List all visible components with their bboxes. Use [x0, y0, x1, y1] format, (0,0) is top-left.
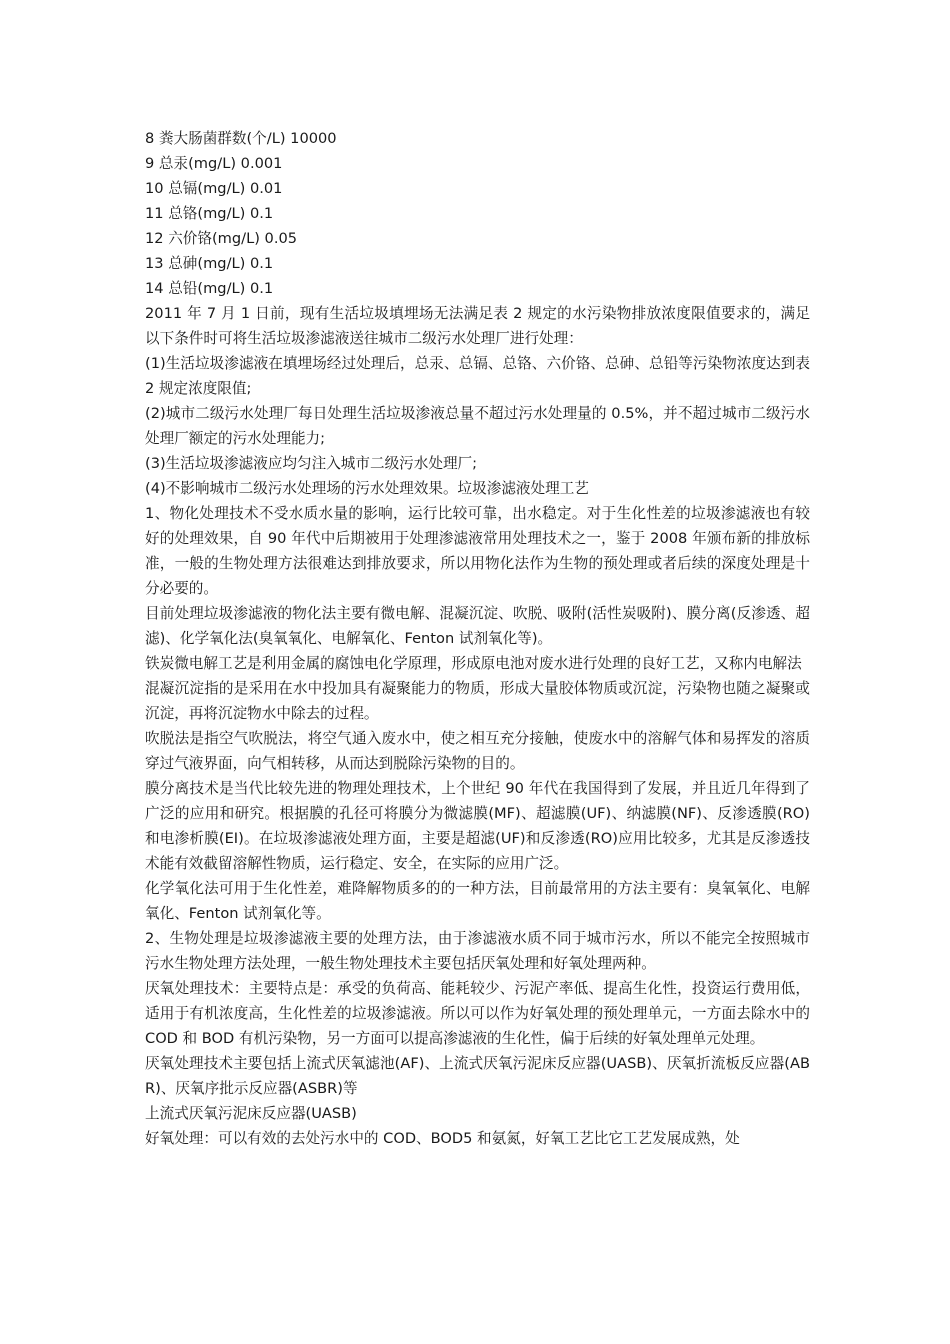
paragraph-anaerobic-types: 厌氧处理技术主要包括上流式厌氧滤池(AF)、上流式厌氧污泥床反应器(UASB)、厌氧折流板反应器(ABR)、厌氧序批示反应器(ASBR)等	[145, 1055, 810, 1097]
paragraph-condition-1: (1)生活垃圾渗滤液在填埋场经过处理后，总汞、总镉、总铬、六价铬、总砷、总铅等污染物浓度达到表 2 规定浓度限值;	[145, 355, 810, 397]
paragraph-chemical-oxidation: 化学氧化法可用于生化性差，难降解物质多的的一种方法，目前最常用的方法主要有：臭氧氧化、电解氧化、Fenton 试剂氧化等。	[145, 880, 810, 922]
standard-line-chromium: 11 总铬(mg/L) 0.1	[145, 205, 274, 222]
paragraph-condition-4: (4)不影响城市二级污水处理场的污水处理效果。垃圾渗滤液处理工艺	[145, 480, 589, 497]
paragraph-coagulation: 混凝沉淀指的是采用在水中投加具有凝聚能力的物质，形成大量胶体物质或沉淀，污染物也随之凝聚或沉淀，再将沉淀物水中除去的过程。	[145, 680, 810, 722]
paragraph-physicochemical: 1、物化处理技术不受水质水量的影响，运行比较可靠，出水稳定。对于生化性差的垃圾渗滤液也有较好的处理效果，自 90 年代中后期被用于处理渗滤液常用处理技术之一，鉴于 2008 年颁布新的排放标准，一般的生物处理方法很难达到排放要求，所以用物化法作为生物的预处理或者后续的深度处理是十分必要的。	[145, 505, 810, 597]
paragraph-physicochemical-methods: 目前处理垃圾渗滤液的物化法主要有微电解、混凝沉淀、吹脱、吸附(活性炭吸附)、膜分离(反渗透、超滤)、化学氧化法(臭氧氧化、电解氧化、Fenton 试剂氧化等)。	[145, 605, 810, 647]
paragraph-aerobic: 好氧处理：可以有效的去处污水中的 COD、BOD5 和氨氮，好氧工艺比它工艺发展成熟，处	[145, 1130, 740, 1147]
paragraph-air-stripping: 吹脱法是指空气吹脱法，将空气通入废水中，使之相互充分接触，使废水中的溶解气体和易挥发的溶质穿过气液界面，向气相转移，从而达到脱除污染物的目的。	[145, 730, 810, 772]
paragraph-intro: 2011 年 7 月 1 日前，现有生活垃圾填埋场无法满足表 2 规定的水污染物排放浓度限值要求的，满足以下条件时可将生活垃圾渗滤液送往城市二级污水处理厂进行处理：	[145, 305, 810, 347]
document-page	[145, 126, 810, 1151]
paragraph-condition-3: (3)生活垃圾渗滤液应均匀注入城市二级污水处理厂;	[145, 455, 478, 472]
standard-line-mercury: 9 总汞(mg/L) 0.001	[145, 155, 283, 172]
paragraph-membrane: 膜分离技术是当代比较先进的物理处理技术，上个世纪 90 年代在我国得到了发展，并且近几年得到了广泛的应用和研究。根据膜的孔径可将膜分为微滤膜(MF)、超滤膜(UF)、纳滤膜(NF)、反渗透膜(RO)和电渗析膜(EI)。在垃圾渗滤液处理方面，主要是超滤(UF)和反渗透(RO)应用比较多，尤其是反渗透技术能有效截留溶解性物质，运行稳定、安全，在实际的应用广泛。	[145, 780, 810, 872]
paragraph-micro-electrolysis: 铁炭微电解工艺是利用金属的腐蚀电化学原理，形成原电池对废水进行处理的良好工艺，又称内电解法	[145, 655, 802, 672]
standard-line-hexavalent-chromium: 12 六价铬(mg/L) 0.05	[145, 230, 298, 247]
paragraph-uasb: 上流式厌氧污泥床反应器(UASB)	[145, 1105, 357, 1122]
standard-line-coliform: 8 粪大肠菌群数(个/L) 10000	[145, 130, 337, 147]
paragraph-condition-2: (2)城市二级污水处理厂每日处理生活垃圾渗液总量不超过污水处理量的 0.5%，并不超过城市二级污水处理厂额定的污水处理能力;	[145, 405, 810, 447]
paragraph-anaerobic: 厌氧处理技术：主要特点是：承受的负荷高、能耗较少、污泥产率低、提高生化性，投资运行费用低，适用于有机浓度高，生化性差的垃圾渗滤液。所以可以作为好氧处理的预处理单元，一方面去除水中的 COD 和 BOD 有机污染物，另一方面可以提高渗滤液的生化性，偏于后续的好氧处理单元处理。	[145, 980, 810, 1047]
standard-line-cadmium: 10 总镉(mg/L) 0.01	[145, 180, 283, 197]
standard-line-arsenic: 13 总砷(mg/L) 0.1	[145, 255, 274, 272]
standard-line-lead: 14 总铅(mg/L) 0.1	[145, 280, 274, 297]
paragraph-biological: 2、生物处理是垃圾渗滤液主要的处理方法，由于渗滤液水质不同于城市污水，所以不能完全按照城市污水生物处理方法处理，一般生物处理技术主要包括厌氧处理和好氧处理两种。	[145, 930, 810, 972]
